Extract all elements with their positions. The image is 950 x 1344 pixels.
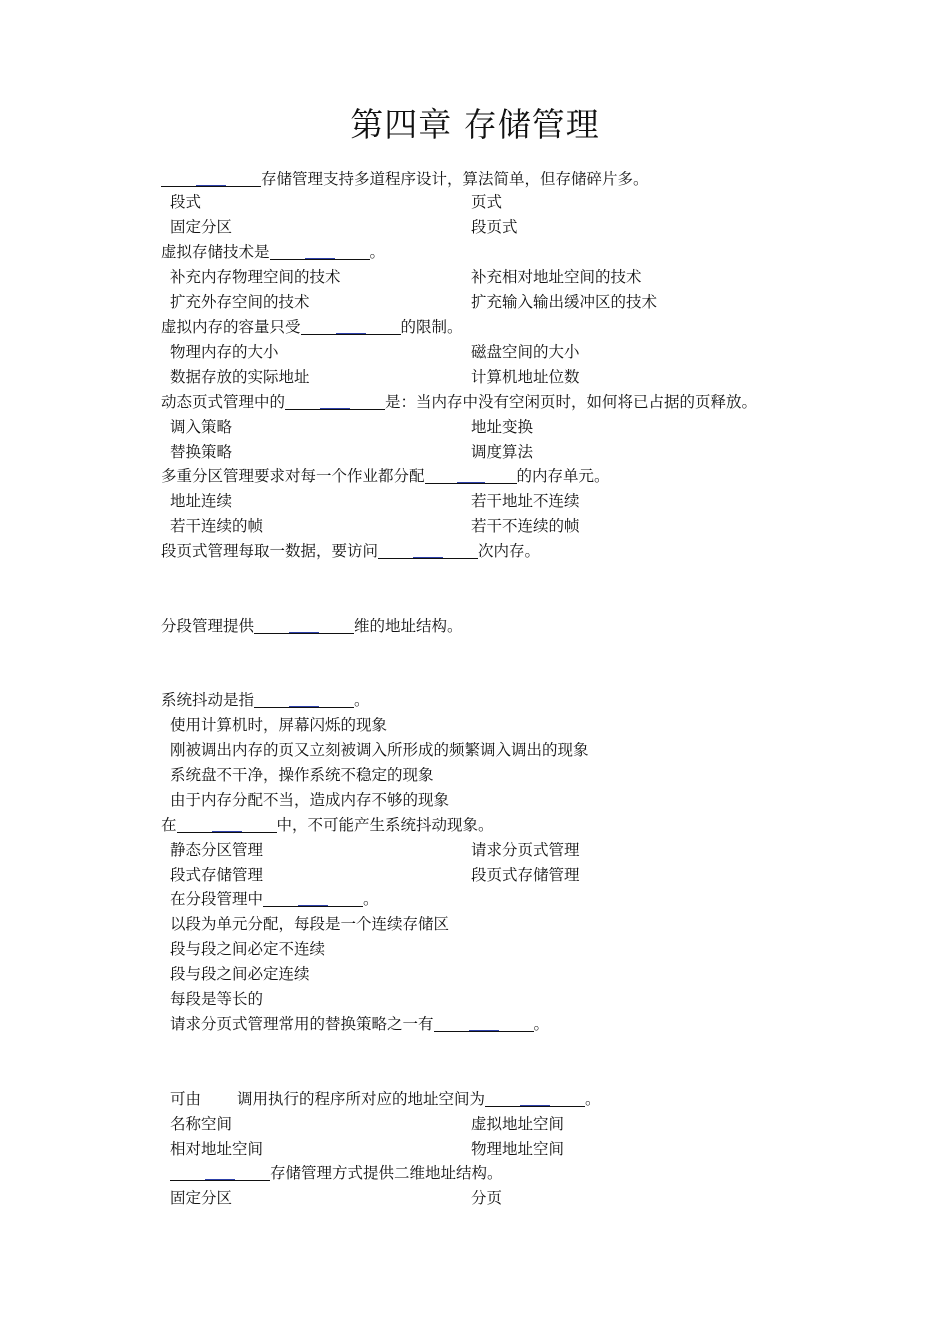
option-a: 补充内存物理空间的技术: [170, 268, 341, 286]
option-d: 物理地址空间: [471, 1140, 565, 1158]
answer-blank: [434, 1013, 534, 1032]
question-1: 存储管理支持多道程序设计，算法简单，但存储碎片多。: [161, 168, 649, 190]
option-c: 系统盘不干净，操作系统不稳定的现象: [170, 766, 434, 784]
option-a: 固定分区: [170, 1189, 233, 1207]
option-d: 每段是等长的: [170, 990, 264, 1008]
question-7: 分段管理提供 维的地址结构。: [161, 617, 463, 635]
option-c: 数据存放的实际地址: [170, 368, 310, 386]
option-c: 段与段之间必定连续: [170, 965, 310, 983]
option-c: 扩充外存空间的技术: [170, 293, 310, 311]
question-5: 多重分区管理要求对每一个作业都分配 的内存单元。: [161, 467, 610, 485]
option-b: 请求分页式管理: [471, 841, 580, 859]
option-a: 名称空间: [170, 1115, 233, 1133]
question-8: 系统抖动是指 。: [161, 691, 370, 709]
option-a: 以段为单元分配，每段是一个连续存储区: [170, 915, 450, 933]
option-c: 替换策略: [170, 443, 233, 461]
option-b: 分页: [471, 1189, 503, 1207]
question-10: 在分段管理中 。: [170, 890, 379, 908]
option-b: 若干地址不连续: [471, 492, 580, 510]
answer-blank: [301, 316, 401, 335]
answer-blank: [254, 615, 354, 634]
answer-blank: [161, 168, 261, 187]
option-b: 地址变换: [471, 418, 534, 436]
option-c: 固定分区: [170, 218, 233, 236]
option-a: 使用计算机时，屏幕闪烁的现象: [170, 716, 388, 734]
option-d: 若干不连续的帧: [471, 517, 580, 535]
answer-blank: [285, 391, 385, 410]
option-a: 调入策略: [170, 418, 233, 436]
option-b: 段与段之间必定不连续: [170, 940, 326, 958]
option-b: 刚被调出内存的页又立刻被调入所形成的频繁调入调出的现象: [170, 741, 589, 759]
question-11: 请求分页式管理常用的替换策略之一有 。: [170, 1015, 550, 1033]
answer-blank: [378, 540, 478, 559]
option-b: 虚拟地址空间: [471, 1115, 565, 1133]
question-6: 段页式管理每取一数据，要访问 次内存。: [161, 542, 541, 560]
option-d: 扩充输入输出缓冲区的技术: [471, 293, 658, 311]
question-2: 虚拟存储技术是 。: [161, 243, 386, 261]
option-d: 调度算法: [471, 443, 534, 461]
answer-blank: [270, 241, 370, 260]
answer-blank: [263, 888, 363, 907]
answer-blank: [254, 689, 354, 708]
option-a: 物理内存的大小: [170, 343, 279, 361]
option-d: 由于内存分配不当，造成内存不够的现象: [170, 791, 450, 809]
question-9: 在 中，不可能产生系统抖动现象。: [161, 816, 494, 834]
question-13: 存储管理方式提供二维地址结构。: [170, 1162, 503, 1184]
option-b: 补充相对地址空间的技术: [471, 268, 642, 286]
option-b: 页式: [471, 193, 503, 211]
option-a: 静态分区管理: [170, 841, 264, 859]
option-a: 段式: [170, 193, 202, 211]
option-c: 段式存储管理: [170, 866, 264, 884]
option-d: 段页式存储管理: [471, 866, 580, 884]
answer-blank: [425, 465, 517, 484]
answer-blank: [177, 814, 277, 833]
option-c: 若干连续的帧: [170, 517, 264, 535]
option-d: 段页式: [471, 218, 518, 236]
chapter-title: 第四章 存储管理: [350, 105, 600, 144]
question-4: 动态页式管理中的 是：当内存中没有空闲页时，如何将已占据的页释放。: [161, 393, 758, 411]
question-12: 可由 调用执行的程序所对应的地址空间为 。: [170, 1090, 601, 1108]
option-d: 计算机地址位数: [471, 368, 580, 386]
option-b: 磁盘空间的大小: [471, 343, 580, 361]
answer-blank: [170, 1162, 270, 1181]
question-3: 虚拟内存的容量只受 的限制。: [161, 318, 463, 336]
answer-blank: [485, 1088, 585, 1107]
option-a: 地址连续: [170, 492, 233, 510]
option-c: 相对地址空间: [170, 1140, 264, 1158]
